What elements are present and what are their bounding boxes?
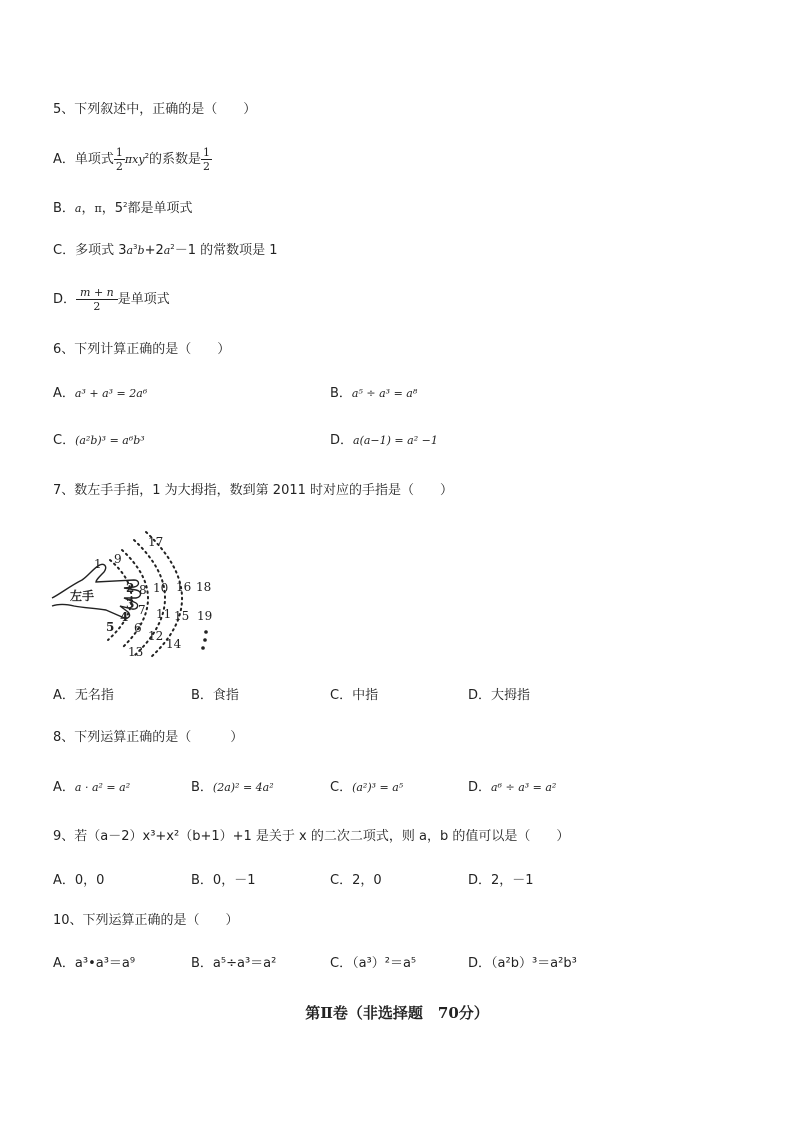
q5-option-a [53,146,212,174]
q6-option-b [330,385,417,403]
q8-b-expr: (2a)² = 4a² [212,781,274,794]
q9-option-c: C．2，0 [330,873,382,888]
hand-label: 左手 [70,589,95,603]
q5-a-ans-den: 2 [203,160,211,173]
q5-a-frac-num: 1 [115,146,123,159]
fig-num: 9 [114,552,122,566]
fig-num: 1 [94,557,102,571]
q8-d-expr: a⁶ ÷ a³ = a² [491,781,557,794]
q10-option-b [191,955,276,973]
q10-b-expr: a⁵÷a³＝a² [212,956,277,971]
q6-b-expr: a⁵ ÷ a³ = a⁸ [351,387,418,400]
q5-d-suffix: 是单项式 [117,292,170,307]
left-hand-figure [50,528,225,663]
fig-num: 18 [196,580,212,594]
q10-c-label: C． [330,956,353,971]
q5-c-a2: a [163,244,171,257]
q6-option-a [53,385,147,403]
q5-c-a: a [126,244,134,257]
q10-d-expr: （a²b）³＝a²b³ [491,956,577,971]
fig-num: 16 [176,580,192,594]
q8-a-expr: a · a² = a² [74,781,131,794]
q6-c-expr: (a²b)³ = a⁶b³ [75,434,145,447]
q5-d-frac-den: 2 [93,300,101,313]
q5-c-b: b [137,244,145,257]
fig-num: 7 [138,603,146,617]
q8-b-label: B． [191,780,213,795]
q6-d-expr: a(a−1) = a² −1 [353,434,438,447]
q5-b-suffix: 都是单项式 [127,201,193,216]
q5-b-prefix: B． [53,201,75,216]
q5-stem: 5、下列叙述中，正确的是（ ） [53,102,257,117]
q5-a-prefix: A．单项式 [53,152,114,167]
fig-num: 3 [126,597,135,611]
q5-c-prefix: C．多项式 3 [53,243,127,258]
q8-option-d [468,779,556,797]
q5-b-a: a [74,202,82,215]
q5-b-exp: 2 [123,201,128,209]
q10-option-c [330,955,416,973]
q5-b-pi: π [94,202,102,215]
q8-option-b [191,779,274,797]
fig-num: 8 [139,583,147,597]
q6-a-label: A． [53,386,75,401]
q5-a-fraction [114,146,125,173]
q10-stem: 10、下列运算正确的是（ ） [53,913,239,928]
fig-num: 17 [148,535,164,549]
fig-num: 2 [126,581,135,595]
q5-c-a2-exp: 2 [170,243,175,251]
q10-option-d [468,955,577,973]
section-title: 第Ⅱ卷（非选择题 70分） [305,1004,489,1022]
q9-option-b: B．0，－1 [191,873,256,888]
q5-c-plus: +2 [144,243,164,258]
continuation-dots [201,630,208,650]
q5-b-sep2: ，5 [101,201,124,216]
fig-num: 5 [106,620,115,634]
q8-stem: 8、下列运算正确的是（ ） [53,730,244,745]
fig-num: 15 [174,609,190,623]
q10-c-expr: （a³）²＝a⁵ [352,956,417,971]
q7-option-c: C．中指 [330,688,379,703]
q5-a-mid: 的系数是 [149,152,202,167]
q5-d-prefix: D． [53,292,77,307]
q8-c-expr: (a²)³ = a⁵ [352,781,404,794]
q5-option-d [53,286,170,314]
q5-a-ans-num: 1 [203,146,211,159]
q5-a-exp: 2 [144,152,150,160]
q6-a-expr: a³ + a³ = 2a⁶ [74,387,148,400]
q6-option-c [53,432,145,450]
q5-d-frac-num: m + n [76,286,118,300]
q8-c-label: C． [330,780,353,795]
q7-option-d: D．大拇指 [468,688,531,703]
q6-b-label: B． [330,386,352,401]
q5-d-fraction [76,286,118,313]
q6-option-d [330,432,438,450]
q5-a-frac-den: 2 [115,160,123,173]
q10-a-expr: a³•a³＝a⁹ [74,956,136,971]
q9-option-d: D．2，－1 [468,873,534,888]
q9-stem: 9、若（a－2）x³+x²（b+1）+1 是关于 x 的二次二项式，则 a，b 的值可以是（ ） [53,829,570,844]
fig-num: 19 [197,609,213,623]
q5-a-monomial: πxy [124,153,145,166]
q8-option-c [330,779,403,797]
q6-c-label: C． [53,433,76,448]
q5-b-sep1: ， [81,201,95,216]
fig-num: 10 [153,581,169,595]
q7-stem: 7、数左手手指，1 为大拇指，数到第 2011 时对应的手指是（ ） [53,483,454,498]
fig-num: 4 [120,610,129,624]
finger-numbers [94,535,212,659]
fig-num: 14 [166,637,182,651]
q5-option-c [53,242,278,260]
q8-a-label: A． [53,780,75,795]
fig-num: 6 [134,621,142,635]
q10-b-label: B． [191,956,213,971]
q7-option-a: A．无名指 [53,688,114,703]
q10-d-label: D． [468,956,492,971]
fig-num: 11 [156,607,172,621]
q5-c-a-exp: 3 [133,243,138,251]
fig-num: 12 [148,629,164,643]
q5-a-answer-fraction [201,146,212,173]
q9-option-a: A．0，0 [53,873,105,888]
fig-num: 13 [128,645,144,659]
q10-a-label: A． [53,956,75,971]
q8-option-a [53,779,130,797]
q5-option-b [53,200,193,218]
q8-d-label: D． [468,780,492,795]
q6-d-label: D． [330,433,354,448]
q7-option-b: B．食指 [191,688,239,703]
q6-stem: 6、下列计算正确的是（ ） [53,342,231,357]
q10-option-a [53,955,135,973]
q5-c-suffix: －1 的常数项是 1 [174,243,278,258]
